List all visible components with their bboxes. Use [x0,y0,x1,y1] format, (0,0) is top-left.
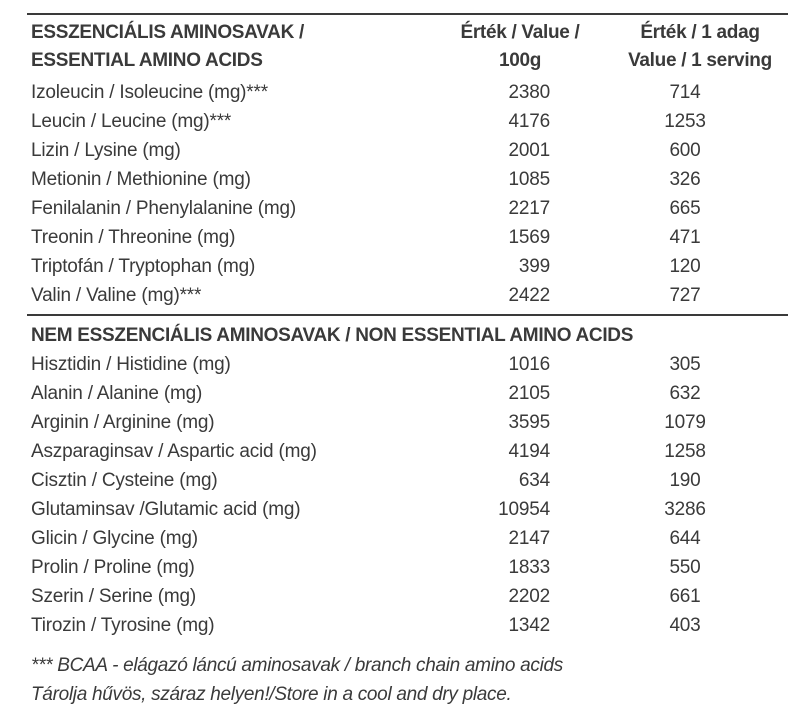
essential-header-line2: ESSENTIAL AMINO ACIDS [31,50,263,71]
value-per-100g: 1016 [508,354,550,375]
value-per-serving: 305 [669,354,701,375]
value-per-100g: 399 [518,256,550,277]
value-per-100g: 1569 [508,227,550,248]
table-row [0,350,808,379]
value-per-100g: 2105 [508,383,550,404]
value-per-100g: 2422 [508,285,550,306]
value-per-serving: 1258 [664,441,706,462]
value-per-serving: 190 [669,470,701,491]
value-per-serving: 326 [669,169,701,190]
non-essential-rows [0,350,808,640]
amino-name: Triptofán / Tryptophan (mg) [31,256,256,277]
per100-header [420,19,620,75]
amino-name: Glutaminsav /Glutamic acid (mg) [31,499,301,520]
table-row [0,107,808,136]
per100-header-line2: 100g [498,50,542,71]
table-row [0,582,808,611]
per-serving-header-line1: Érték / 1 adag [640,22,760,43]
essential-header [31,19,304,75]
value-per-100g: 2001 [508,140,550,161]
amino-name: Valin / Valine (mg)*** [31,285,202,306]
amino-name: Treonin / Threonine (mg) [31,227,236,248]
value-per-serving: 550 [669,557,701,578]
table-row [0,223,808,252]
value-per-serving: 665 [669,198,701,219]
amino-name: Aszparaginsav / Aspartic acid (mg) [31,441,317,462]
table-row [0,611,808,640]
value-per-100g: 2217 [508,198,550,219]
value-per-serving: 600 [669,140,701,161]
value-per-serving: 471 [669,227,701,248]
table-row [0,194,808,223]
amino-name: Metionin / Methionine (mg) [31,169,251,190]
value-per-serving: 1079 [664,412,706,433]
amino-name: Glicin / Glycine (mg) [31,528,198,549]
value-per-100g: 3595 [508,412,550,433]
bcaa-footnote: *** BCAA - elágazó láncú aminosavak / branch chain amino acids [31,655,563,676]
table-row [0,495,808,524]
value-per-serving: 403 [669,615,701,636]
amino-name: Alanin / Alanine (mg) [31,383,203,404]
amino-name: Izoleucin / Isoleucine (mg)*** [31,82,268,103]
amino-name: Arginin / Arginine (mg) [31,412,215,433]
value-per-100g: 4176 [508,111,550,132]
per-serving-header-line2: Value / 1 serving [628,50,772,71]
section-rule [27,314,788,316]
table-row [0,408,808,437]
essential-header-line1: ESSZENCIÁLIS AMINOSAVAK / [31,22,304,43]
table-row [0,252,808,281]
value-per-serving: 661 [669,586,701,607]
value-per-100g: 4194 [508,441,550,462]
table-row [0,78,808,107]
value-per-100g: 1342 [508,615,550,636]
value-per-100g: 1833 [508,557,550,578]
value-per-serving: 644 [669,528,701,549]
value-per-serving: 1253 [664,111,706,132]
table-row [0,524,808,553]
essential-rows [0,78,808,310]
amino-name: Cisztin / Cysteine (mg) [31,470,218,491]
value-per-100g: 2202 [508,586,550,607]
table-row [0,379,808,408]
value-per-serving: 3286 [664,499,706,520]
per-serving-header [605,19,795,75]
top-rule [27,13,788,15]
table-row [0,281,808,310]
storage-note: Tárolja hűvös, száraz helyen!/Store in a cool and dry place. [31,684,512,705]
table-row [0,136,808,165]
value-per-100g: 2380 [508,82,550,103]
amino-name: Szerin / Serine (mg) [31,586,196,607]
amino-name: Tirozin / Tyrosine (mg) [31,615,215,636]
value-per-100g: 10954 [498,499,550,520]
table-row [0,466,808,495]
value-per-100g: 2147 [508,528,550,549]
table-row [0,437,808,466]
value-per-serving: 727 [669,285,701,306]
amino-name: Hisztidin / Histidine (mg) [31,354,231,375]
value-per-serving: 714 [669,82,701,103]
value-per-100g: 634 [518,470,550,491]
table-row [0,553,808,582]
value-per-serving: 632 [669,383,701,404]
value-per-serving: 120 [669,256,701,277]
table-row [0,165,808,194]
non-essential-header: NEM ESSZENCIÁLIS AMINOSAVAK / NON ESSENTIAL AMINO ACIDS [31,325,634,346]
per100-header-line1: Érték / Value / [460,22,580,43]
value-per-100g: 1085 [508,169,550,190]
amino-name: Lizin / Lysine (mg) [31,140,181,161]
amino-name: Fenilalanin / Phenylalanine (mg) [31,198,297,219]
amino-name: Prolin / Proline (mg) [31,557,195,578]
amino-name: Leucin / Leucine (mg)*** [31,111,232,132]
